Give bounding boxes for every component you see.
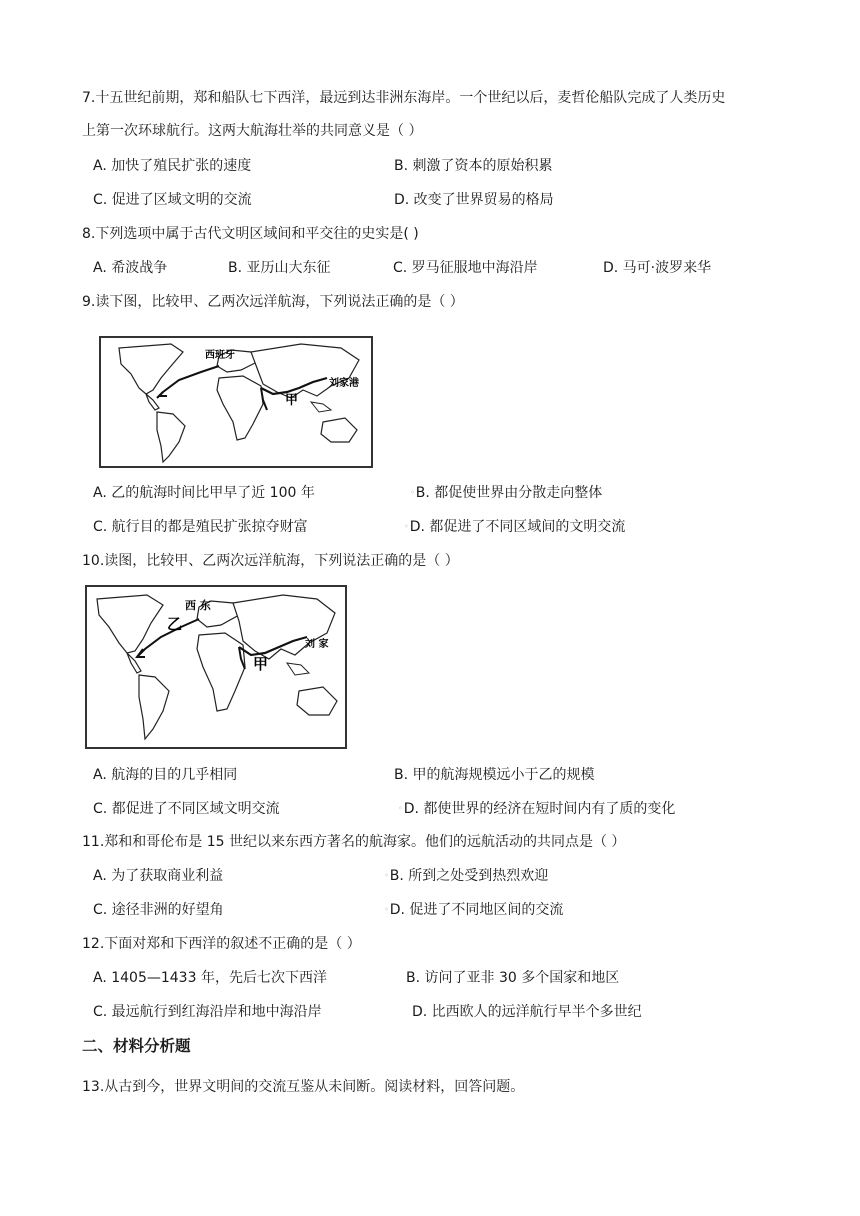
q10-option-d: ◦D. 都使世界的经济在短时间内有了质的变化 — [398, 801, 676, 817]
q11-option-a: A. 为了获取商业利益 — [93, 868, 224, 884]
q9-option-d: ◦D. 都促进了不同区域间的文明交流 — [404, 519, 626, 535]
q9-label-liujiagang: 刘家港 — [329, 378, 359, 389]
q7-option-d: D. 改变了世界贸易的格局 — [394, 192, 554, 208]
q12-option-d: D. 比西欧人的远洋航行早半个多世纪 — [412, 1004, 642, 1020]
q12-option-c: C. 最远航行到红海沿岸和地中海沿岸 — [93, 1004, 322, 1020]
q7-stem-line1: 7.十五世纪前期，郑和船队七下西洋，最远到达非洲东海岸。一个世纪以后，麦哲伦船队完成了人类历史 — [82, 90, 726, 106]
q10-label-yi: 乙 — [167, 615, 183, 633]
q10-option-c: C. 都促进了不同区域文明交流 — [93, 801, 280, 817]
q8-option-c: C. 罗马征服地中海沿岸 — [393, 260, 538, 276]
q10-label-jia: 甲 — [253, 655, 269, 673]
q9-voyage-map — [99, 336, 373, 468]
q9-stem: 9.读下图，比较甲、乙两次远洋航海，下列说法正确的是（ ） — [82, 294, 464, 310]
q9-label-spain: 西班牙 — [205, 350, 235, 361]
section-2-heading: 二、材料分析题 — [82, 1037, 191, 1055]
q10-option-b: B. 甲的航海规模远小于乙的规模 — [394, 767, 595, 783]
q11-option-b: ◦B. 所到之处受到热烈欢迎 — [384, 868, 549, 884]
q9-option-a: A. 乙的航海时间比甲早了近 100 年 — [93, 485, 315, 501]
q12-stem: 12.下面对郑和下西洋的叙述不正确的是（ ） — [82, 936, 361, 952]
q9-label-jia: 甲 — [285, 393, 299, 408]
q10-label-xi-dong: 西 东 — [185, 599, 211, 612]
q8-option-d: D. 马可·波罗来华 — [603, 260, 712, 276]
q12-option-a: A. 1405—1433 年，先后七次下西洋 — [93, 970, 327, 986]
q9-option-c: C. 航行目的都是殖民扩张掠夺财富 — [93, 519, 308, 535]
q12-option-b: B. 访问了亚非 30 多个国家和地区 — [406, 970, 620, 986]
q9-option-b: ◦B. 都促使世界由分散走向整体 — [410, 485, 603, 501]
q13-stem: 13.从古到今，世界文明间的交流互鉴从未间断。阅读材料，回答问题。 — [82, 1079, 525, 1095]
q11-option-c: C. 途径非洲的好望角 — [93, 902, 224, 918]
q8-stem: 8.下列选项中属于古代文明区域间和平交往的史实是( ) — [82, 226, 419, 242]
q10-stem: 10.读图，比较甲、乙两次远洋航海，下列说法正确的是（ ） — [82, 553, 459, 569]
q10-label-liujia: 刘 家 — [305, 639, 329, 650]
q11-option-d: ◦D. 促进了不同地区间的交流 — [384, 902, 564, 918]
q8-option-b: B. 亚历山大东征 — [228, 260, 331, 276]
q7-option-a: A. 加快了殖民扩张的速度 — [93, 158, 252, 174]
q7-stem-line2: 上第一次环球航行。这两大航海壮举的共同意义是（ ） — [82, 123, 423, 139]
q11-stem: 11.郑和和哥伦布是 15 世纪以来东西方著名的航海家。他们的远航活动的共同点是（ ） — [82, 834, 626, 850]
q7-option-c: C. 促进了区域文明的交流 — [93, 192, 252, 208]
q10-voyage-map — [85, 585, 347, 749]
q7-option-b: B. 刺激了资本的原始积累 — [394, 158, 553, 174]
q10-option-a: A. 航海的目的几乎相同 — [93, 767, 238, 783]
q8-option-a: A. 希波战争 — [93, 260, 168, 276]
